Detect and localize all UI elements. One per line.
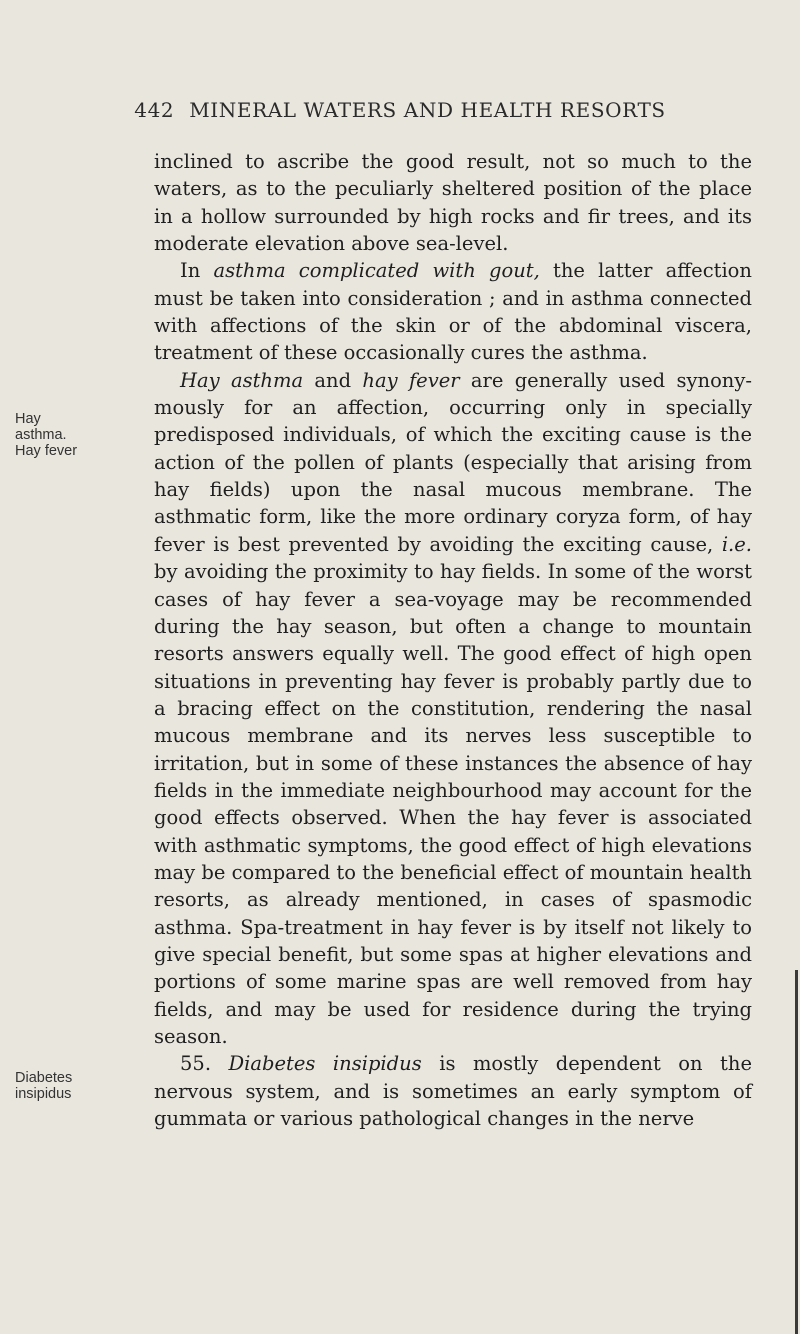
paragraph-text: are generally used synonymously for an affection, occurring only in specially predisposed individuals, of which the exciting cause is the action of the pollen of plants (especially that arising from hay fields) upon the nasal mucous membrane. The asthmatic form, like the more ordinary coryza form, of hay fever is best prevented by avoiding the exciting cause,: [154, 368, 752, 556]
running-head: [0, 98, 800, 122]
paragraph-asthma-gout: [154, 257, 752, 366]
paragraph-text: inclined to ascribe the good result, not so much to the waters, as to the peculiarly sheltered position of the place in a hollow surrounded by high rocks and fir trees, and its moderate elevation above sea-level.: [154, 150, 752, 256]
paragraph-hay-fever: [154, 367, 752, 1051]
paragraph-continuation: [154, 148, 752, 257]
paragraph-diabetes-insipidus: [154, 1050, 752, 1132]
page-edge-line: [795, 970, 798, 1334]
margin-note-diabetes-insipidus: [15, 1070, 125, 1102]
italic-term: i.e.: [721, 532, 752, 556]
margin-note-line: asthma.: [15, 427, 67, 443]
page-number: 442: [134, 98, 175, 122]
paragraph-text: is mostly dependent on the nervous system, and is sometimes an early symptom of gummata or various pathological changes in the nerve: [154, 1052, 752, 1131]
margin-note-line: Diabetes: [15, 1070, 73, 1086]
paragraph-text: In: [180, 259, 214, 283]
section-number: 55.: [180, 1052, 229, 1076]
margin-note-hay-asthma: [15, 411, 125, 459]
running-title: MINERAL WATERS AND HEALTH RESORTS: [189, 98, 666, 122]
margin-note-line: insipidus: [15, 1086, 72, 1102]
margin-note-line: Hay: [15, 411, 41, 427]
italic-term: asthma complicated with gout,: [213, 259, 540, 283]
italic-term: Hay asthma: [180, 368, 304, 392]
paragraph-text: the latter affection must be taken into consideration ; and in asthma connected with affections of the skin or of the abdominal viscera, treatment of these occasionally cures the asthma.: [154, 259, 752, 365]
paragraph-text: by avoiding the proximity to hay fields. In some of the worst cases of hay fever a sea-voyage may be recommended during the hay season, but often a change to mountain resorts answers equally well. The good effect of high open situations in preventing hay fever is probably partly due to a bracing effect on the constitution, rendering the nasal mucous membrane and its nerves less susceptible to irritation, but in some of these instances the absence of hay fields in the immediate neighbourhood may account for the good effects observed. When the hay fever is associated with asthmatic symptoms, the good effect of high elevations may be compared to the beneficial effect of mountain health resorts, as already mentioned, in cases of spasmodic asthma. Spa-treatment in hay fever is by itself not likely to give special benefit, but some spas at higher elevations and portions of some marine spas are well removed from hay fields, and may be used for residence during the trying season.: [154, 560, 752, 1048]
margin-note-line: Hay fever: [15, 443, 78, 459]
italic-term: hay fever: [362, 368, 460, 392]
paragraph-text: and: [303, 368, 363, 392]
body-text: [154, 148, 752, 1132]
italic-term: Diabetes insipidus: [228, 1052, 422, 1076]
